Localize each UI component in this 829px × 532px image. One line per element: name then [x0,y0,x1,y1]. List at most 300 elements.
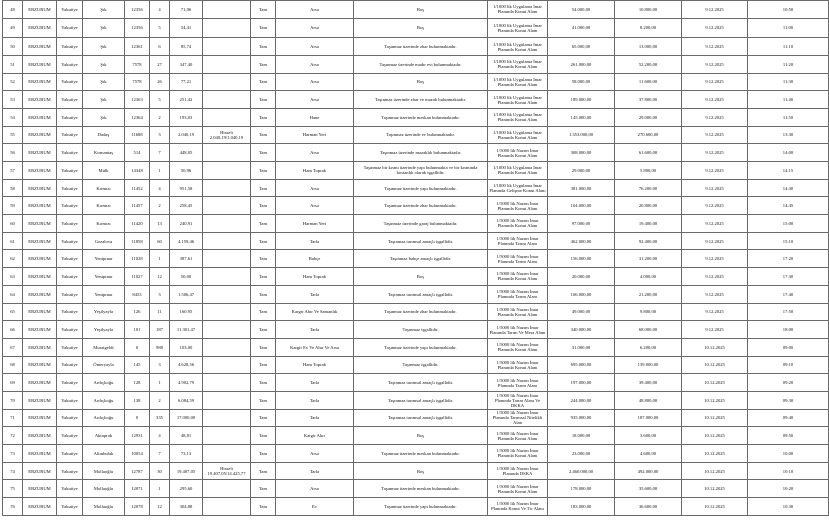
cell-teminat: 187.000,00 [615,409,682,427]
cell-mahalle: Mollaoğlu [83,480,125,498]
cell-il: ERZURUM [23,480,57,498]
cell-hisse [203,162,251,180]
cell-parsel: 27 [150,55,170,73]
table-row [3,462,829,480]
cell-il: ERZURUM [23,409,57,427]
cell-ihale-saati: 17:50 [748,303,829,321]
cell-imar-durumu: 1/5000 lik Nazım İmar Planında Tarımsal Nitelikli Alan [488,409,548,427]
cell-mahalle: Şık [83,18,125,38]
cell-hisse [203,445,251,463]
cell-sira-no: 76 [3,498,23,516]
cell-ihale-saati: 09:00 [748,338,829,356]
cell-sira-no: 64 [3,285,23,303]
cell-il: ERZURUM [23,1,57,19]
cell-mahalle: Şık [83,1,125,19]
cell-aciklama: Taşınmaz tarımsal amaçlı işgallidir. [354,374,488,392]
cell-hisse [203,268,251,286]
cell-teminat: 492.000,00 [615,462,682,480]
auction-table [2,0,829,516]
cell-ihale-tarihi: 9.12.2025 [682,1,748,19]
cell-aciklama: Taşınmaz üzerinde mazaklık bulunmaktadır. [354,144,488,162]
cell-il: ERZURUM [23,285,57,303]
cell-ilce: Yakutiye [57,445,83,463]
cell-hisse [203,480,251,498]
cell-sira-no: 67 [3,338,23,356]
cell-nitelik: Tarla [276,391,354,409]
cell-hisse [203,285,251,303]
cell-yuzolcum: 387,61 [170,250,203,268]
cell-hisse-durumu: Tam [251,18,276,38]
cell-mahalle: Kırmantaş [83,144,125,162]
cell-ada: 12363 [125,91,150,109]
cell-hisse [203,427,251,445]
cell-muhammen-bedel: 183.000,00 [548,498,615,516]
cell-mahalle: Aktoprak [83,427,125,445]
cell-hisse: Hisseli 19.407,05/14.425,77 [203,462,251,480]
cell-muhammen-bedel: 58.000,00 [548,73,615,91]
cell-muhammen-bedel: 104.000,00 [548,197,615,215]
cell-hisse [203,91,251,109]
cell-ihale-tarihi: 10.12.2025 [682,445,748,463]
cell-ihale-tarihi: 9.12.2025 [682,215,748,233]
cell-ada: 11457 [125,197,150,215]
cell-mahalle: Ömeryayla [83,356,125,374]
cell-ihale-saati: 11:00 [748,18,829,38]
table-row [3,374,829,392]
cell-hisse-durumu: Tam [251,480,276,498]
cell-muhammen-bedel: 462.000,00 [548,232,615,250]
cell-il: ERZURUM [23,108,57,126]
cell-ada: 101 [125,321,150,339]
table-row [3,268,829,286]
cell-ihale-tarihi: 10.12.2025 [682,374,748,392]
cell-muhammen-bedel: 178.000,00 [548,480,615,498]
cell-parsel: 5 [150,91,170,109]
cell-ilce: Yakutiye [57,303,83,321]
cell-nitelik: Tarla [276,374,354,392]
cell-muhammen-bedel: 2.460.000,00 [548,462,615,480]
cell-hisse [203,303,251,321]
cell-aciklama: Taşınmaz bir kısmı üzerinde yapı bulunmakta ve bir kısmında bostanlık olarak işgallidir. [354,162,488,180]
cell-hisse-durumu: Tam [251,73,276,91]
cell-parsel: 988 [150,338,170,356]
cell-aciklama: Taşınmaz üzerinde zhar bulunmaktadır. [354,197,488,215]
cell-teminat: 61.600,00 [615,144,682,162]
cell-imar-durumu: 1/1000 lik Uygulama İmar Planında Gelişme Konut Alanı [488,179,548,197]
cell-parsel: 12 [150,498,170,516]
cell-yuzolcum: 4.902,79 [170,374,203,392]
cell-mahalle: Mollaoğlu [83,498,125,516]
cell-ada: 138 [125,391,150,409]
cell-sira-no: 56 [3,144,23,162]
cell-yuzolcum: 448,05 [170,144,203,162]
cell-muhammen-bedel: 156.000,00 [548,250,615,268]
cell-muhammen-bedel: 935.000,00 [548,409,615,427]
cell-ada: 11420 [125,215,150,233]
cell-imar-durumu: 1/5000 lik Nazım İmar Planında Tarım Alanı Ve DKKA [488,391,548,409]
cell-sira-no: 63 [3,268,23,286]
cell-aciklama: Taşınmaz üzerinde meskan bulunmaktadır. [354,445,488,463]
cell-muhammen-bedel: 189.000,00 [548,91,615,109]
cell-muhammen-bedel: 106.000,00 [548,285,615,303]
cell-parsel: 2 [150,108,170,126]
cell-ihale-saati: 10:50 [748,1,829,19]
cell-nitelik: Kargir Ev Ve Ahır Ve Arsa [276,338,354,356]
cell-ihale-saati: 10:20 [748,480,829,498]
cell-ilce: Yakutiye [57,18,83,38]
cell-ilce: Yakutiye [57,321,83,339]
table-row [3,1,829,19]
cell-aciklama: Taşınmaz tarımsal amaçlı işgallidir. [354,409,488,427]
cell-sira-no: 51 [3,55,23,73]
cell-ihale-tarihi: 9.12.2025 [682,144,748,162]
cell-il: ERZURUM [23,162,57,180]
cell-teminat: 68.000,00 [615,321,682,339]
cell-aciklama: Taşınmaz üzerinde zhar bulunmaktadır. [354,303,488,321]
cell-hisse-durumu: Tam [251,38,276,56]
cell-hisse-durumu: Tam [251,409,276,427]
cell-aciklama: Taşınmaz üzerinde garaj bulunmaktadır. [354,215,488,233]
cell-nitelik: Arsa [276,18,354,38]
cell-sira-no: 70 [3,391,23,409]
cell-ihale-tarihi: 10.12.2025 [682,391,748,409]
cell-il: ERZURUM [23,250,57,268]
cell-il: ERZURUM [23,179,57,197]
cell-ilce: Yakutiye [57,1,83,19]
cell-ada: 10054 [125,445,150,463]
cell-teminat: 48.800,00 [615,391,682,409]
cell-hisse-durumu: Tam [251,445,276,463]
cell-ada: 0 [125,409,150,427]
cell-il: ERZURUM [23,321,57,339]
cell-teminat: 11.600,00 [615,73,682,91]
cell-muhammen-bedel: 18.000,00 [548,427,615,445]
cell-muhammen-bedel: 145.000,00 [548,108,615,126]
cell-imar-durumu: 1/5000 lik Nazım İmar Planında Tarım Alanı [488,374,548,392]
cell-hisse [203,356,251,374]
cell-ihale-tarihi: 9.12.2025 [682,268,748,286]
cell-hisse [203,1,251,19]
cell-hisse-durumu: Tam [251,1,276,19]
cell-il: ERZURUM [23,268,57,286]
cell-sira-no: 62 [3,250,23,268]
cell-imar-durumu: 1/5000 lik Nazım İmar Planında Konut Alanı [488,215,548,233]
cell-il: ERZURUM [23,18,57,38]
cell-sira-no: 50 [3,38,23,56]
cell-ihale-tarihi: 9.12.2025 [682,197,748,215]
cell-muhammen-bedel: 308.000,00 [548,144,615,162]
table-row [3,162,829,180]
cell-yuzolcum: 17.000,00 [170,409,203,427]
cell-ilce: Yakutiye [57,356,83,374]
table-row [3,215,829,233]
cell-il: ERZURUM [23,303,57,321]
cell-ihale-tarihi: 10.12.2025 [682,480,748,498]
table-row [3,126,829,144]
cell-parsel: 3 [150,126,170,144]
cell-ihale-tarihi: 9.12.2025 [682,179,748,197]
cell-mahalle: Kırmızı [83,215,125,233]
cell-ihale-tarihi: 9.12.2025 [682,55,748,73]
cell-imar-durumu: 1/5000 lik Nazım İmar Planında Konut Alanı [488,480,548,498]
cell-yuzolcum: 295,60 [170,480,203,498]
cell-ihale-saati: 11:50 [748,108,829,126]
cell-teminat: 139.000,00 [615,356,682,374]
cell-aciklama: Taşınmaz üzerinde yapı bulunmaktadır. [354,338,488,356]
cell-mahalle: Yeşilyayla [83,321,125,339]
cell-mahalle: Kırmızı [83,179,125,197]
cell-nitelik: Harman Yeri [276,215,354,233]
cell-nitelik: Hane [276,108,354,126]
cell-muhammen-bedel: 261.000,00 [548,55,615,73]
cell-parsel: 7 [150,445,170,463]
cell-sira-no: 74 [3,462,23,480]
cell-il: ERZURUM [23,126,57,144]
cell-parsel: 60 [150,232,170,250]
cell-mahalle: Şık [83,38,125,56]
cell-teminat: 13.000,00 [615,38,682,56]
cell-il: ERZURUM [23,374,57,392]
cell-parsel: 6 [150,38,170,56]
cell-muhammen-bedel: 244.000,00 [548,391,615,409]
cell-ada: 11688 [125,126,150,144]
cell-teminat: 4.600,00 [615,445,682,463]
cell-nitelik: Tarla [276,409,354,427]
cell-mahalle: Muratgeldi [83,338,125,356]
cell-teminat: 4.000,00 [615,268,682,286]
cell-imar-durumu: 1/5000 lik Nazım İmar Planında Konut Alanı [488,268,548,286]
table-row [3,197,829,215]
cell-ilce: Yakutiye [57,427,83,445]
table-row [3,232,829,250]
cell-ihale-saati: 14:45 [748,197,829,215]
cell-imar-durumu: 1/1000 lik Uygulama İmar Planında Konut Alanı [488,55,548,73]
cell-yuzolcum: 951,58 [170,179,203,197]
table-row [3,303,829,321]
cell-mahalle: Şık [83,108,125,126]
cell-ihale-tarihi: 9.12.2025 [682,38,748,56]
cell-ihale-saati: 09:50 [748,427,829,445]
cell-ilce: Yakutiye [57,250,83,268]
cell-hisse-durumu: Tam [251,321,276,339]
cell-aciklama: Taşınmaz tarımsal amaçlı işgallidir. [354,285,488,303]
cell-hisse [203,338,251,356]
cell-yuzolcum: 6.084,59 [170,391,203,409]
cell-nitelik: Arsa [276,73,354,91]
cell-sira-no: 69 [3,374,23,392]
cell-nitelik: Arsa [276,445,354,463]
cell-ihale-tarihi: 9.12.2025 [682,250,748,268]
cell-nitelik: Tarla [276,462,354,480]
cell-imar-durumu: 1/1000 lik Uygulama İmar Planında Konut Alanı [488,73,548,91]
cell-mahalle: Yenipınar [83,268,125,286]
table-row [3,356,829,374]
table-body [3,1,829,516]
cell-imar-durumu: 1/5000 lik Nazım İmar Planında DSKA [488,462,548,480]
cell-il: ERZURUM [23,215,57,233]
cell-mahalle: Yenipınar [83,285,125,303]
cell-ihale-saati: 17:40 [748,285,829,303]
cell-yuzolcum: 4.159,46 [170,232,203,250]
cell-parsel: 4 [150,179,170,197]
cell-mahalle: Şık [83,73,125,91]
cell-hisse-durumu: Tam [251,215,276,233]
cell-hisse-durumu: Tam [251,179,276,197]
cell-yuzolcum: 347,40 [170,55,203,73]
cell-ihale-tarihi: 10.12.2025 [682,338,748,356]
cell-ada: 11028 [125,250,150,268]
cell-ilce: Yakutiye [57,144,83,162]
cell-ihale-tarihi: 10.12.2025 [682,356,748,374]
cell-imar-durumu: 1/5000 lik Nazım İmar Planında Konut Alanı [488,427,548,445]
cell-yuzolcum: 258,45 [170,197,203,215]
cell-sira-no: 66 [3,321,23,339]
cell-sira-no: 61 [3,232,23,250]
table-row [3,480,829,498]
cell-yuzolcum: 50,96 [170,162,203,180]
cell-ihale-tarihi: 9.12.2025 [682,73,748,91]
cell-nitelik: Arsa [276,144,354,162]
cell-ilce: Yakutiye [57,55,83,73]
cell-hisse [203,374,251,392]
table-row [3,179,829,197]
cell-il: ERZURUM [23,38,57,56]
cell-aciklama: Taşınmaz üzerinde zhar bulunmaktadır. [354,38,488,56]
cell-il: ERZURUM [23,55,57,73]
cell-nitelik: Tarla [276,285,354,303]
cell-teminat: 21.200,00 [615,285,682,303]
table-row [3,321,829,339]
cell-il: ERZURUM [23,391,57,409]
cell-hisse-durumu: Tam [251,498,276,516]
cell-yuzolcum: 19.407,05 [170,462,203,480]
cell-ihale-tarihi: 9.12.2025 [682,321,748,339]
cell-mahalle: Kırmızı [83,197,125,215]
cell-mahalle: Şık [83,91,125,109]
cell-muhammen-bedel: 97.000,00 [548,215,615,233]
cell-ada: 14348 [125,162,150,180]
cell-yuzolcum: 4.628,56 [170,356,203,374]
cell-nitelik: Harman Yeri [276,126,354,144]
cell-yuzolcum: 240,91 [170,215,203,233]
cell-sira-no: 54 [3,108,23,126]
cell-ihale-saati: 09:30 [748,391,829,409]
cell-nitelik: Tarla [276,232,354,250]
cell-mahalle: Şık [83,55,125,73]
cell-ihale-saati: 15:00 [748,215,829,233]
cell-aciklama: Taşınmaz tarımsal amaçlı işgallidir. [354,391,488,409]
cell-ada: 145 [125,356,150,374]
cell-ihale-saati: 14:00 [748,144,829,162]
cell-ihale-tarihi: 9.12.2025 [682,232,748,250]
cell-ada: 12356 [125,1,150,19]
cell-aciklama: Taşınmaz tarımsal amaçlı işgallidir. [354,232,488,250]
cell-hisse-durumu: Tam [251,126,276,144]
cell-imar-durumu: 1/1000 lik Uygulama İmar Planında Konut Alanı [488,162,548,180]
cell-ada: 12931 [125,427,150,445]
cell-aciklama: Taşınmaz üzerinde ev bulunmaktadır. [354,126,488,144]
cell-ihale-saati: 10:30 [748,498,829,516]
cell-ada: 12361 [125,38,150,56]
cell-ihale-tarihi: 9.12.2025 [682,126,748,144]
cell-ilce: Yakutiye [57,374,83,392]
cell-mahalle: Dadaş [83,126,125,144]
cell-muhammen-bedel: 65.000,00 [548,38,615,56]
cell-parsel: 3 [150,356,170,374]
cell-hisse [203,73,251,91]
cell-muhammen-bedel: 197.000,00 [548,374,615,392]
cell-teminat: 8.200,00 [615,18,682,38]
cell-parsel: 11 [150,303,170,321]
cell-aciklama: Taşınmaz üzerinde meskan bulunmaktadır. [354,480,488,498]
cell-ihale-tarihi: 10.12.2025 [682,409,748,427]
cell-muhammen-bedel: 31.000,00 [548,338,615,356]
cell-teminat: 3.600,00 [615,427,682,445]
cell-imar-durumu: 1/5000 lik Nazım İmar Planında Konut Alanı [488,197,548,215]
cell-imar-durumu: 1/1000 lik Uygulama İmar Planında Konut Alanı [488,108,548,126]
cell-hisse-durumu: Tam [251,108,276,126]
cell-hisse [203,215,251,233]
cell-teminat: 6.200,00 [615,338,682,356]
cell-nitelik: Arsa [276,480,354,498]
cell-hisse [203,108,251,126]
cell-imar-durumu: 1/5000 lik Nazım İmar Planında Konut Alanı [488,303,548,321]
cell-aciklama: Taşınmaz işgallidir. [354,356,488,374]
cell-ilce: Yakutiye [57,232,83,250]
cell-aciklama: Boş [354,462,488,480]
cell-ada: 0 [125,338,150,356]
cell-yuzolcum: 304,88 [170,498,203,516]
table-row [3,18,829,38]
cell-sira-no: 65 [3,303,23,321]
table-row [3,391,829,409]
cell-teminat: 9.800,00 [615,303,682,321]
cell-ihale-saati: 15:10 [748,232,829,250]
cell-ilce: Yakutiye [57,197,83,215]
cell-nitelik: Arsa [276,38,354,56]
cell-il: ERZURUM [23,197,57,215]
cell-hisse [203,144,251,162]
cell-ihale-saati: 13:30 [748,126,829,144]
cell-imar-durumu: 1/5000 lik Nazım İmar Planında Tarım Alanı [488,232,548,250]
cell-ada: 126 [125,303,150,321]
cell-yuzolcum: 50,00 [170,268,203,286]
cell-ilce: Yakutiye [57,108,83,126]
cell-hisse [203,55,251,73]
cell-ilce: Yakutiye [57,498,83,516]
cell-hisse-durumu: Tam [251,391,276,409]
cell-ilce: Yakutiye [57,268,83,286]
cell-ada: 11858 [125,232,150,250]
cell-hisse-durumu: Tam [251,55,276,73]
cell-parsel: 335 [150,409,170,427]
cell-muhammen-bedel: 695.000,00 [548,356,615,374]
cell-mahalle: Ardıçlıoğu [83,409,125,427]
cell-aciklama: Boş [354,18,488,38]
cell-parsel: 187 [150,321,170,339]
cell-imar-durumu: 1/5000 lik Nazım İmar Planında Konut Alanı [488,338,548,356]
cell-imar-durumu: 1/5000 lik Nazım İmar Planında Konut Ve Tic Alanı [488,498,548,516]
cell-hisse [203,498,251,516]
cell-aciklama: Boş [354,268,488,286]
table-row [3,73,829,91]
cell-sira-no: 58 [3,179,23,197]
cell-ihale-saati: 10:00 [748,445,829,463]
cell-imar-durumu: 1/1000 lik Uygulama İmar Planında Konut Alanı [488,18,548,38]
cell-ilce: Yakutiye [57,91,83,109]
cell-hisse [203,409,251,427]
cell-muhammen-bedel: 340.000,00 [548,321,615,339]
